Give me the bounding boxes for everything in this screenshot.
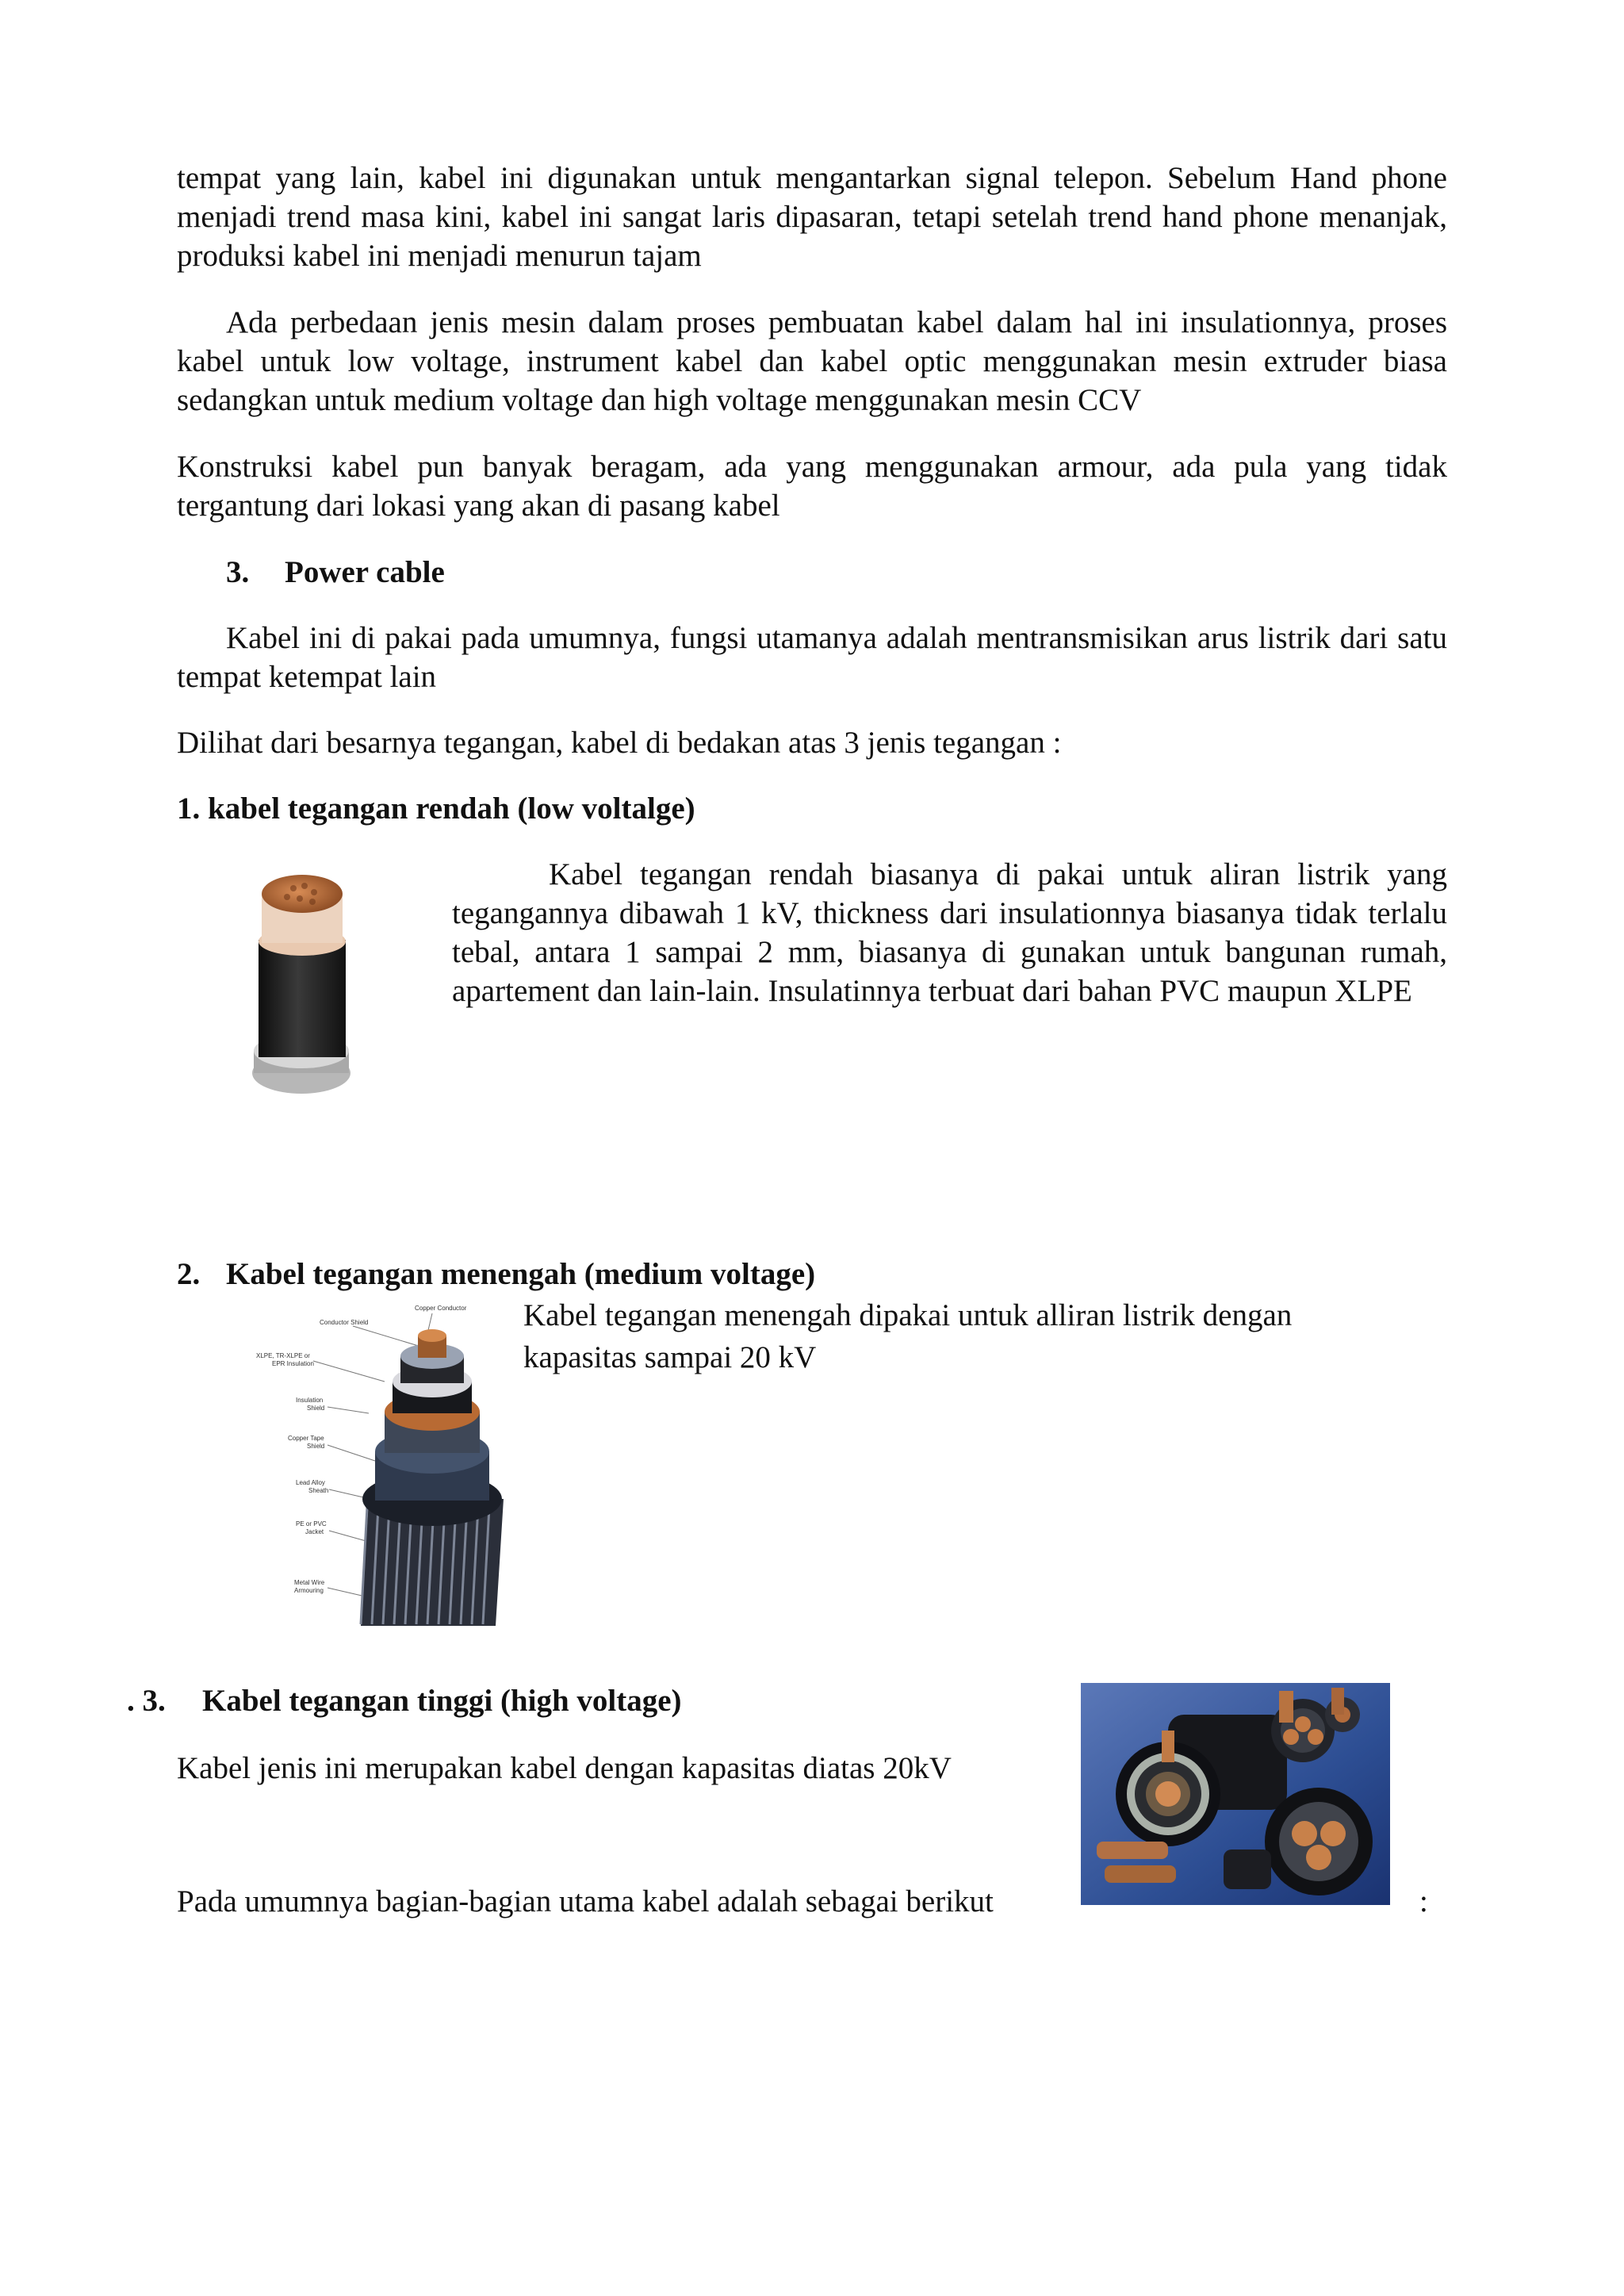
low-voltage-description [452, 855, 1447, 1010]
high-voltage-number: . 3. [127, 1684, 166, 1718]
diagram-label-jacket-b: Jacket [305, 1528, 324, 1535]
diagram-label-armouring-a: Metal Wire [294, 1579, 325, 1586]
closing-sentence: Pada umumnya bagian-bagian utama kabel adalah sebagai berikut [177, 1884, 994, 1918]
paragraph-voltage-types: Dilihat dari besarnya tegangan, kabel di bedakan atas 3 jenis tegangan : [177, 726, 1062, 760]
medium-voltage-text-line2: kapasitas sampai 20 kV [523, 1340, 817, 1374]
high-voltage-description: Kabel jenis ini merupakan kabel dengan kapasitas diatas 20kV [177, 1751, 952, 1785]
high-voltage-title: Kabel tegangan tinggi (high voltage) [202, 1684, 682, 1718]
low-voltage-cable-image [238, 853, 365, 1098]
diagram-label-insulation-shield-a: Insulation [296, 1397, 324, 1404]
high-voltage-heading [127, 1681, 682, 1720]
diagram-label-copper-tape-a: Copper Tape [288, 1435, 324, 1442]
high-voltage-cable-image [1081, 1683, 1390, 1905]
low-voltage-text: Kabel tegangan rendah biasanya di pakai untuk aliran listrik yang tegangannya dibawah 1 kV, thickness dari insulationnya biasanya tidak terlalu tebal, antara 1 sampai 2 mm, biasanya di gunakan untuk bangunan rumah, apartement dan lain-lain. Insulatinnya terbuat dari bahan PVC maupun XLPE [452, 857, 1447, 1008]
medium-voltage-text-line1: Kabel tegangan menengah dipakai untuk alliran listrik dengan [523, 1298, 1293, 1332]
medium-voltage-number: 2. [177, 1257, 201, 1291]
diagram-label-copper-tape-b: Shield [307, 1443, 325, 1450]
diagram-label-armouring-b: Armouring [294, 1587, 324, 1594]
diagram-label-insulation-shield-b: Shield [307, 1405, 325, 1412]
low-voltage-heading: 1. kabel tegangan rendah (low voltalge) [177, 792, 695, 826]
medium-voltage-description [523, 1294, 1292, 1378]
paragraph-telephone-cable: tempat yang lain, kabel ini digunakan untuk mengantarkan signal telepon. Sebelum Hand phone menjadi trend masa kini, kabel ini sangat laris dipasaran, tetapi setelah trend hand phone menanjak, produksi kabel ini menjadi menurun tajam [177, 161, 1447, 273]
diagram-label-lead-sheath-a: Lead Alloy [296, 1479, 325, 1486]
paragraph-construction: Konstruksi kabel pun banyak beragam, ada yang menggunakan armour, ada pula yang tidak tergantung dari lokasi yang akan di pasang kabel [177, 450, 1447, 523]
section-number: 3. [226, 555, 250, 589]
diagram-label-lead-sheath-b: Sheath [308, 1487, 329, 1494]
diagram-label-copper-conductor: Copper Conductor [415, 1305, 467, 1312]
paragraph-machine-types: Ada perbedaan jenis mesin dalam proses pembuatan kabel dalam hal ini insulationnya, proses kabel untuk low voltage, instrument kabel dan kabel optic menggunakan mesin extruder biasa sedangkan untuk medium voltage dan high voltage menggunakan mesin CCV [177, 305, 1447, 417]
diagram-label-insulation-a: XLPE, TR-XLPE or [256, 1352, 310, 1359]
section-heading [226, 553, 445, 592]
medium-voltage-heading [177, 1255, 815, 1294]
closing-colon: : [1419, 1884, 1428, 1918]
medium-voltage-title: Kabel tegangan menengah (medium voltage) [226, 1257, 816, 1291]
section-title: Power cable [285, 555, 445, 589]
diagram-label-jacket-a: PE or PVC [296, 1520, 327, 1527]
medium-voltage-cable-diagram [242, 1293, 504, 1650]
paragraph-power-cable: Kabel ini di pakai pada umumnya, fungsi utamanya adalah mentransmisikan arus listrik dari satu tempat ketempat lain [177, 621, 1447, 694]
diagram-label-insulation-b: EPR Insulation [272, 1360, 314, 1367]
diagram-label-conductor-shield: Conductor Shield [320, 1319, 369, 1326]
